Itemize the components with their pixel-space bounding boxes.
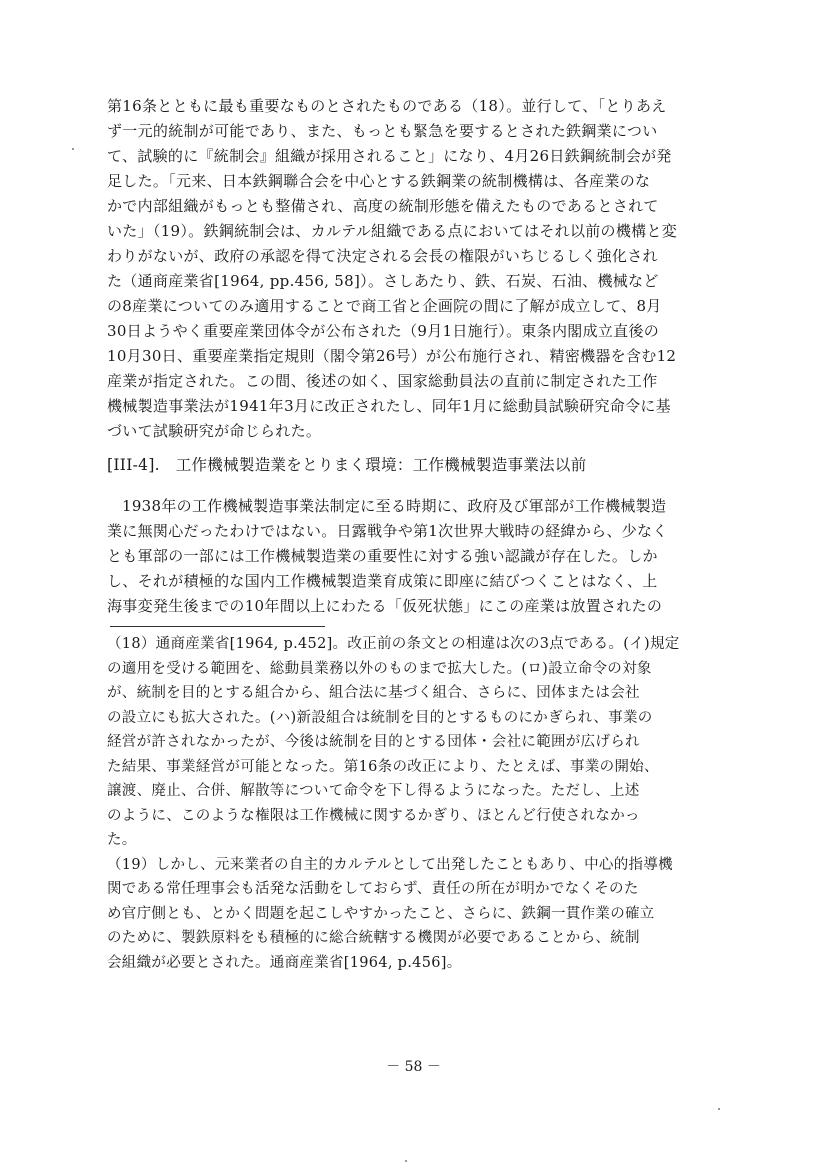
text-line: いた」（19）。鉄鋼統制会は、カルテル組織である点においてはそれ以前の機構と変 — [107, 222, 678, 240]
footnote-line: 経営が許されなかったが、今後は統制を目的とする団体・会社に範囲が広げられ — [107, 734, 640, 750]
footnote-line: のために、製鉄原料をも積極的に総合統轄する機関が必要であることから、統制 — [107, 930, 640, 946]
text-line: た（通商産業省[1964, pp.456, 58]）。さしあたり、鉄、石炭、石油、機械など — [107, 272, 659, 290]
footnote-line: 会組織が必要とされた。通商産業省[1964, p.456]。 — [107, 954, 462, 971]
footnote-line: が、統制を目的とする組合から、組合法に基づく組合、さらに、団体または会社 — [107, 685, 640, 701]
text-line: 1938年の工作機械製造事業法制定に至る時期に、政府及び軍部が工作機械製造 — [122, 497, 667, 515]
footnote-line: （19）しかし、元来業者の自主的カルテルとして出発したこともあり、中心的指導機 — [107, 856, 673, 873]
text-line: 第16条とともに最も重要なものとされたものである（18）。並行して、「とりあえ — [107, 97, 667, 115]
text-line: 機械製造事業法が1941年3月に改正されたし、同年1月に総動員試験研究命令に基 — [107, 397, 671, 415]
footnote-line: の設立にも拡大された。(ハ)新設組合は統制を目的とするものにかぎられ、事業の — [107, 709, 653, 726]
footnote-line: のように、このような権限は工作機械に関するかぎり、ほとんど行使されなかっ — [107, 807, 640, 824]
page-number: － 58 － — [386, 1059, 441, 1075]
text-line: わりがないが、政府の承認を得て決定される会長の権限がいちじるしく強化され — [107, 247, 658, 265]
text-line: 海事変発生後までの10年間以上にわたる「仮死状態」にこの産業は放置されたの — [107, 597, 663, 615]
text-line: て、試験的に『統制会』組織が採用されること」になり、4月26日鉄鋼統制会が発 — [107, 147, 672, 165]
footnote-line: （18）通商産業省[1964, p.452]。改正前の条文との相違は次の3点である。(イ)規定 — [107, 636, 680, 652]
text-line: 30日ようやく重要産業団体令が公布された（9月1日施行）。東条内閣成立直後の — [107, 322, 660, 340]
body-paragraph-1 — [107, 94, 719, 444]
text-line: 足した。「元来、日本鉄鋼聯合会を中心とする鉄鋼業の統制機構は、各産業のな — [107, 172, 651, 190]
footnote-line: め官庁側とも、とかく問題を起こしやすかったこと、さらに、鉄鋼一貫作業の確立 — [107, 905, 655, 922]
text-line: とも軍部の一部には工作機械製造業の重要性に対する強い認識が存在した。しか — [107, 547, 658, 565]
footnote-divider — [110, 626, 325, 627]
footnote-line: 関である常任理事会も活発な活動をしておらず、責任の所在が明かでなくそのた — [107, 881, 639, 897]
text-line: の8産業についてのみ適用することで商工省と企画院の間に了解が成立して、8月 — [107, 297, 662, 315]
text-line: 10月30日、重要産業指定規則（閣令第26号）が公布施行され、精密機器を含む12 — [107, 347, 677, 365]
text-line: 業に無関心だったわけではない。日露戦争や第1次世界大戦時の経緯から、少なく — [107, 522, 668, 540]
footnote-line: た。 — [107, 832, 137, 848]
section-heading: [III-4]. 工作機械製造業をとりまく環境：工作機械製造事業法以前 — [107, 456, 587, 474]
text-line: 産業が指定された。この間、後述の如く、国家総動員法の直前に制定された工作 — [107, 372, 658, 390]
footnote-line: 譲渡、廃止、合併、解散等について命令を下し得るようになった。ただし、上述 — [107, 783, 640, 799]
text-line: し、それが積極的な国内工作機械製造業育成策に即座に結びつくことはなく、上 — [107, 572, 658, 590]
text-line: ず一元的統制が可能であり、また、もっとも緊急を要するとされた鉄鋼業につい — [107, 122, 658, 140]
footnote-line: の適用を受ける範囲を、総動員業務以外のものまで拡大した。(ロ)設立命令の対象 — [107, 660, 652, 677]
footnote-line: た結果、事業経営が可能となった。第16条の改正により、たとえば、事業の開始、 — [107, 758, 659, 775]
text-line: かで内部組織がもっとも整備され、高度の統制形態を備えたものであるとされて — [107, 197, 659, 215]
text-line: づいて試験研究が命じられた。 — [107, 422, 322, 440]
scan-speck — [72, 148, 74, 150]
scan-speck — [405, 1160, 407, 1162]
scan-speck — [718, 1108, 720, 1110]
body-paragraph-2 — [107, 494, 719, 619]
footnotes — [107, 632, 719, 975]
